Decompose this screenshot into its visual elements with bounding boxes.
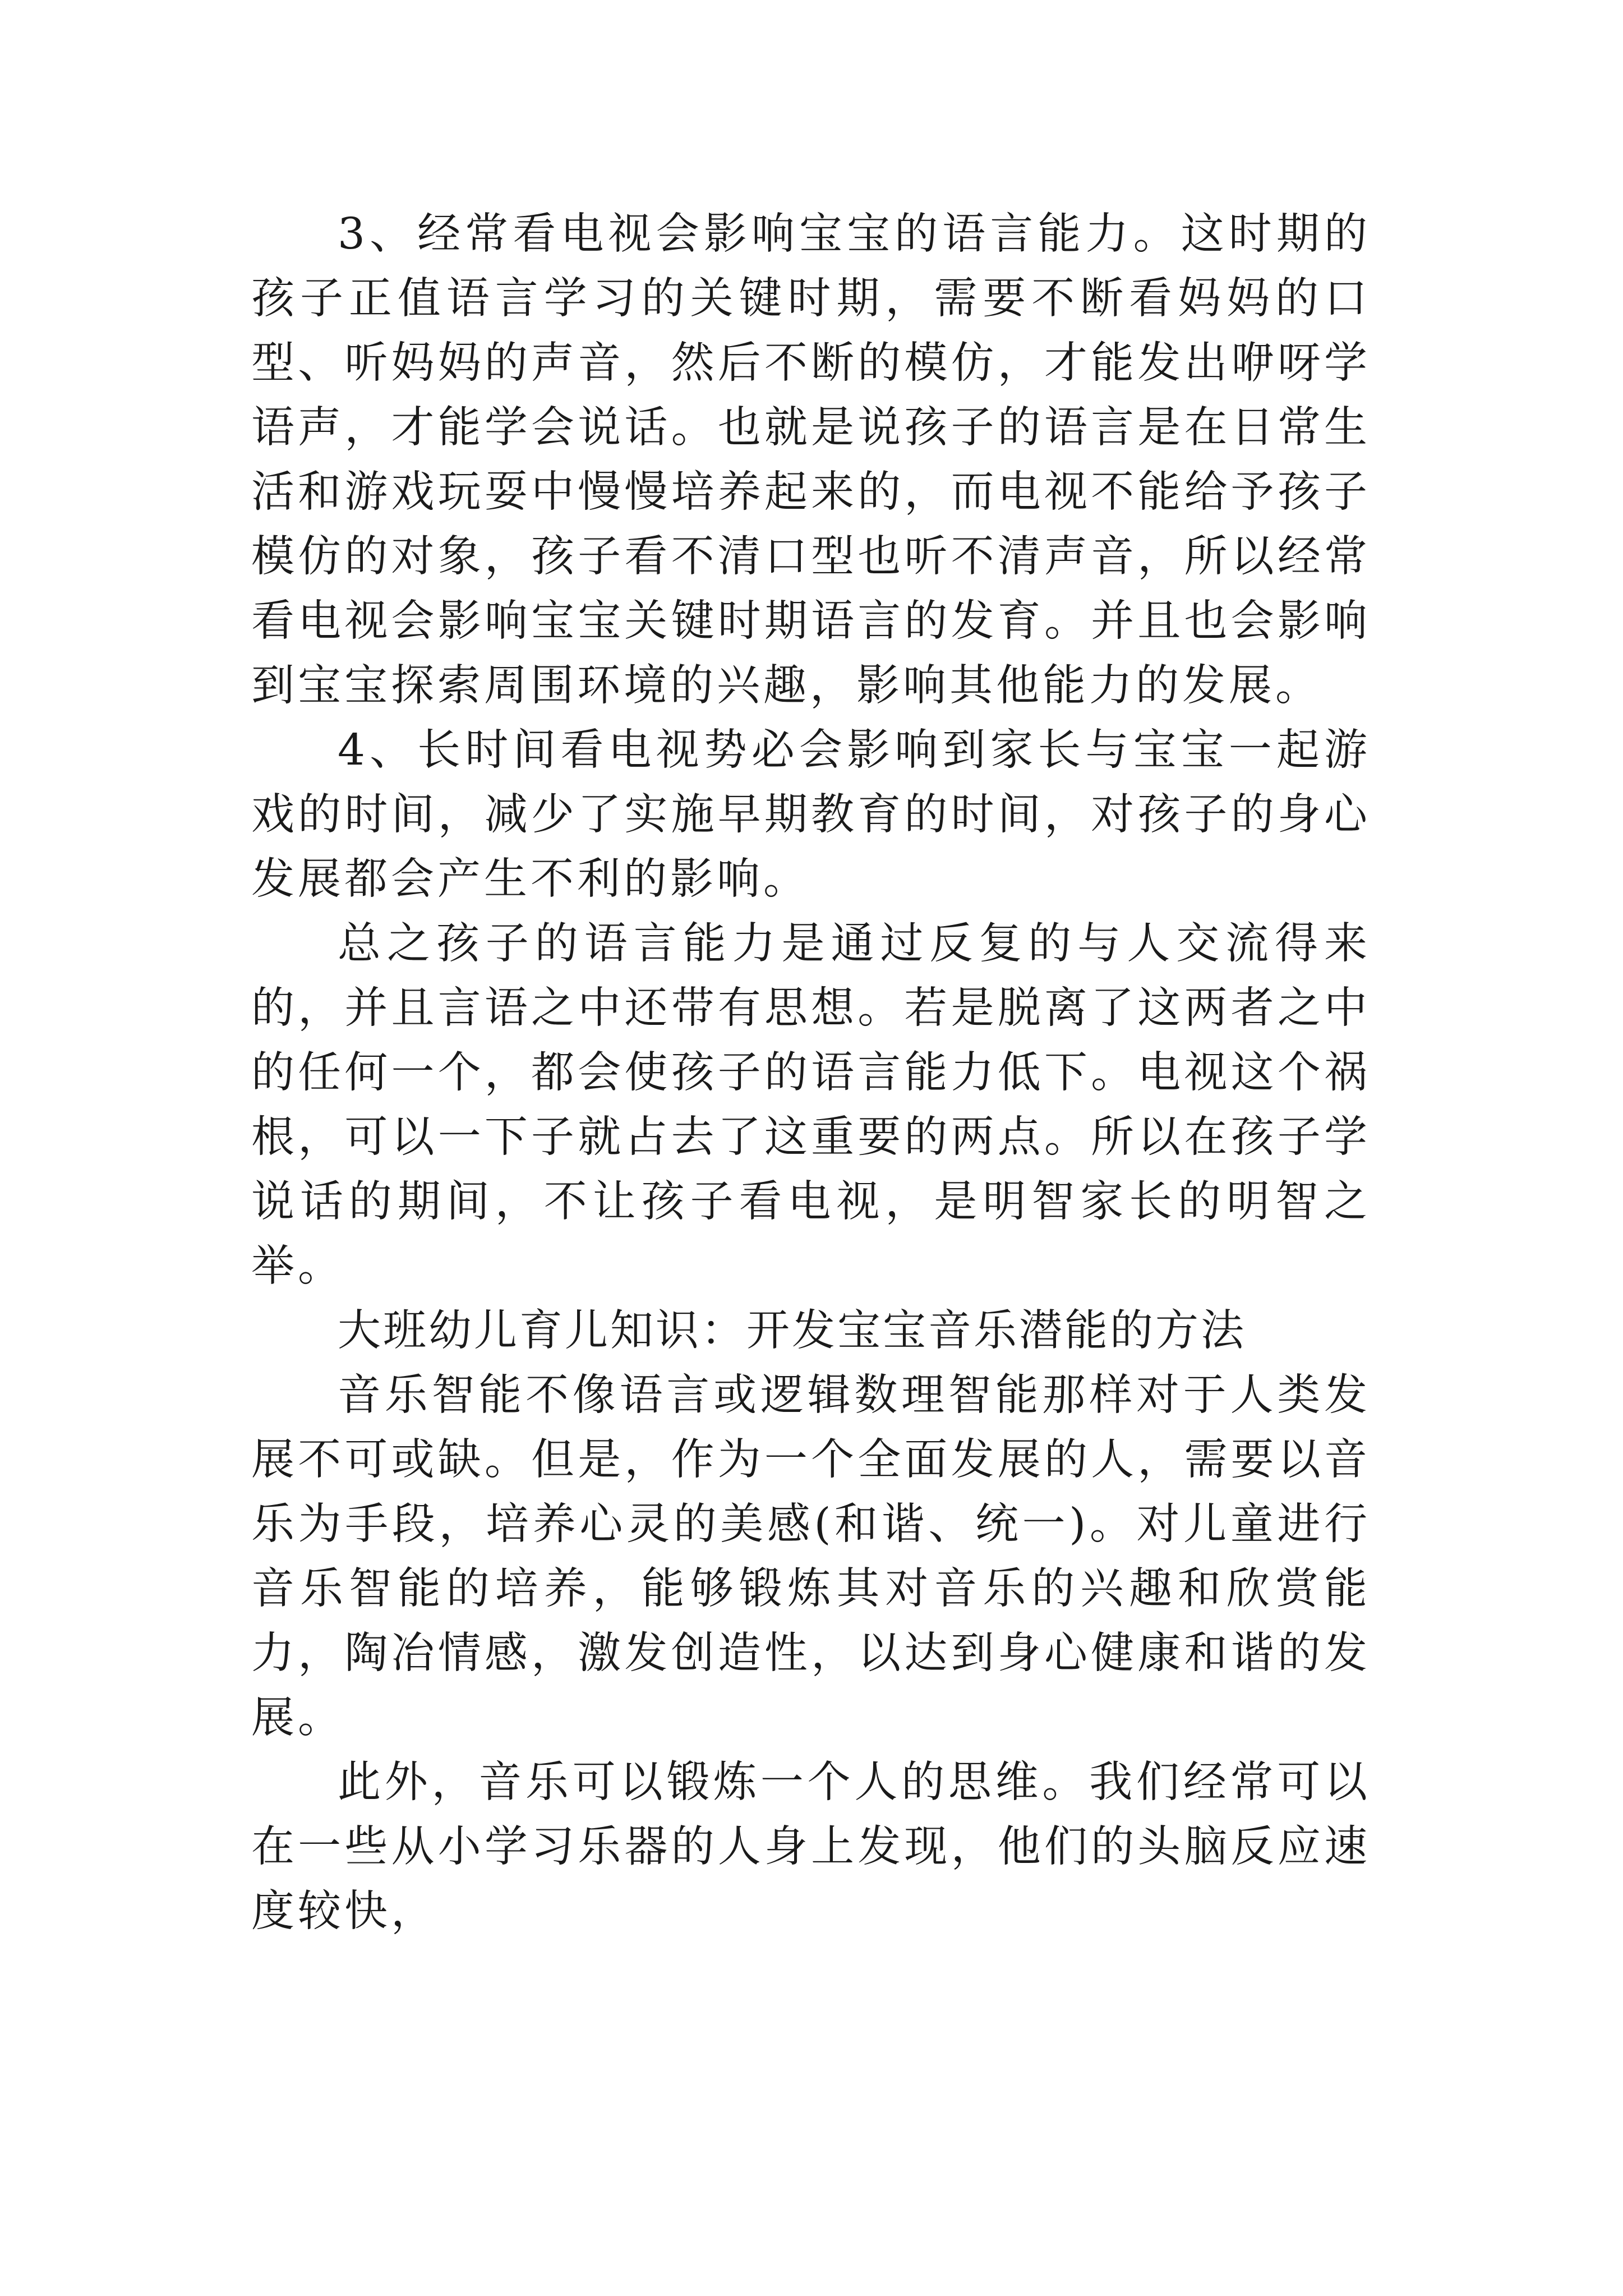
paragraph-tv-language: 3、经常看电视会影响宝宝的语言能力。这时期的孩子正值语言学习的关键时期，需要不断看妈妈的口型、听妈妈的声音，然后不断的模仿，才能发出咿呀学语声，才能学会说话。也就是说孩子的语言是在日常生活和游戏玩耍中慢慢培养起来的，而电视不能给予孩子模仿的对象，孩子看不清口型也听不清声音，所以经常看电视会影响宝宝关键时期语言的发育。并且也会影响到宝宝探索周围环境的兴趣，影响其他能力的发展。 xyxy=(251,209,1371,711)
paragraph-music-thinking: 此外，音乐可以锻炼一个人的思维。我们经常可以在一些从小学习乐器的人身上发现，他们的头脑反应速度较快， xyxy=(251,1757,1371,1936)
document-body xyxy=(251,202,1371,1944)
paragraph-summary: 总之孩子的语言能力是通过反复的与人交流得来的，并且言语之中还带有思想。若是脱离了这两者之中的任何一个，都会使孩子的语言能力低下。电视这个祸根，可以一下子就占去了这重要的两点。所以在孩子学说话的期间，不让孩子看电视，是明智家长的明智之举。 xyxy=(251,919,1371,1291)
paragraph-music-intelligence: 音乐智能不像语言或逻辑数理智能那样对于人类发展不可或缺。但是，作为一个全面发展的人，需要以音乐为手段，培养心灵的美感(和谐、统一)。对儿童进行音乐智能的培养，能够锻炼其对音乐的兴趣和欣赏能力，陶冶情感，激发创造性，以达到身心健康和谐的发展。 xyxy=(251,1370,1371,1743)
section-title: 大班幼儿育儿知识：开发宝宝音乐潜能的方法 xyxy=(338,1306,1246,1356)
paragraph-tv-time: 4、长时间看电视势必会影响到家长与宝宝一起游戏的时间，减少了实施早期教育的时间，对孩子的身心发展都会产生不利的影响。 xyxy=(251,725,1371,904)
